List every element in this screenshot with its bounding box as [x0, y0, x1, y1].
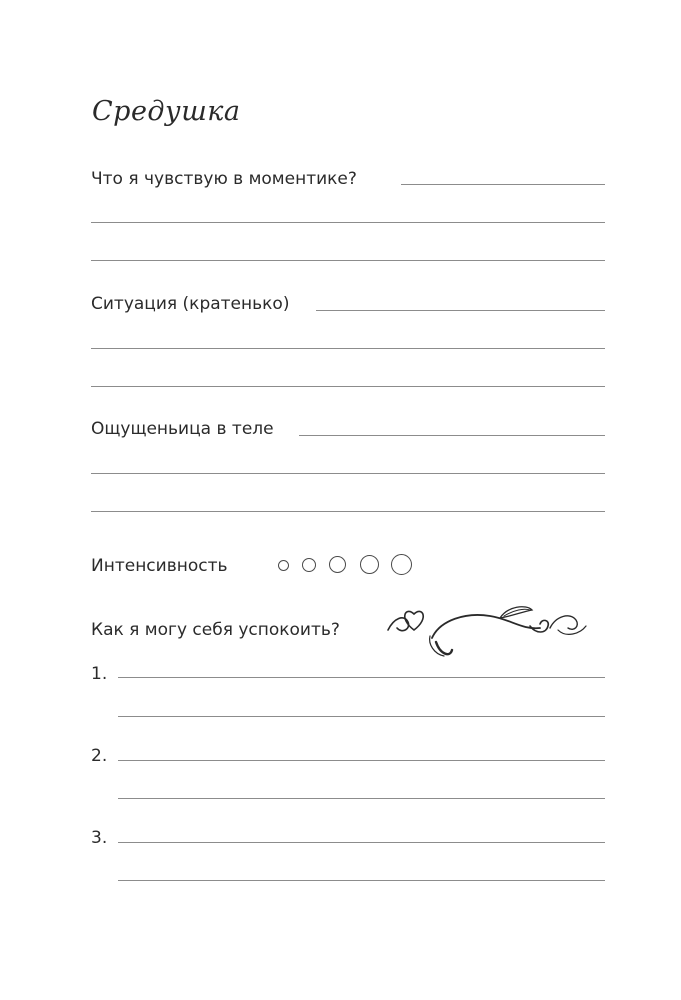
sensations-answer-line-2[interactable]: [91, 473, 605, 474]
sensations-answer-line-3[interactable]: [91, 511, 605, 512]
intensity-circle-2[interactable]: [302, 558, 316, 572]
intensity-label: Интенсивность: [91, 556, 228, 576]
calm-item-number: 1.: [91, 664, 108, 684]
calm-item-3-line-1[interactable]: [118, 842, 605, 843]
situation-answer-line-1[interactable]: [316, 310, 605, 311]
floral-flourish-icon: [380, 598, 592, 660]
intensity-circle-5[interactable]: [391, 554, 412, 575]
page-title: Средушка: [92, 96, 241, 127]
intensity-circle-3[interactable]: [329, 556, 346, 573]
situation-answer-line-2[interactable]: [91, 348, 605, 349]
feeling-prompt: Что я чувствую в моментике?: [91, 169, 357, 189]
calm-item-2-line-1[interactable]: [118, 760, 605, 761]
sensations-prompt: Ощущеньица в теле: [91, 419, 274, 439]
situation-prompt: Ситуация (кратенько): [91, 294, 290, 314]
situation-answer-line-3[interactable]: [91, 386, 605, 387]
calm-prompt: Как я могу себя успокоить?: [91, 620, 340, 640]
calm-item-number: 2.: [91, 746, 108, 766]
calm-item-3-line-2[interactable]: [118, 880, 605, 881]
intensity-circle-4[interactable]: [360, 555, 379, 574]
feeling-answer-line-1[interactable]: [401, 184, 605, 185]
sensations-answer-line-1[interactable]: [299, 435, 605, 436]
intensity-circle-1[interactable]: [278, 560, 289, 571]
calm-item-1-line-2[interactable]: [118, 716, 605, 717]
calm-item-1-line-1[interactable]: [118, 677, 605, 678]
feeling-answer-line-3[interactable]: [91, 260, 605, 261]
feeling-answer-line-2[interactable]: [91, 222, 605, 223]
calm-item-2-line-2[interactable]: [118, 798, 605, 799]
calm-item-number: 3.: [91, 828, 108, 848]
